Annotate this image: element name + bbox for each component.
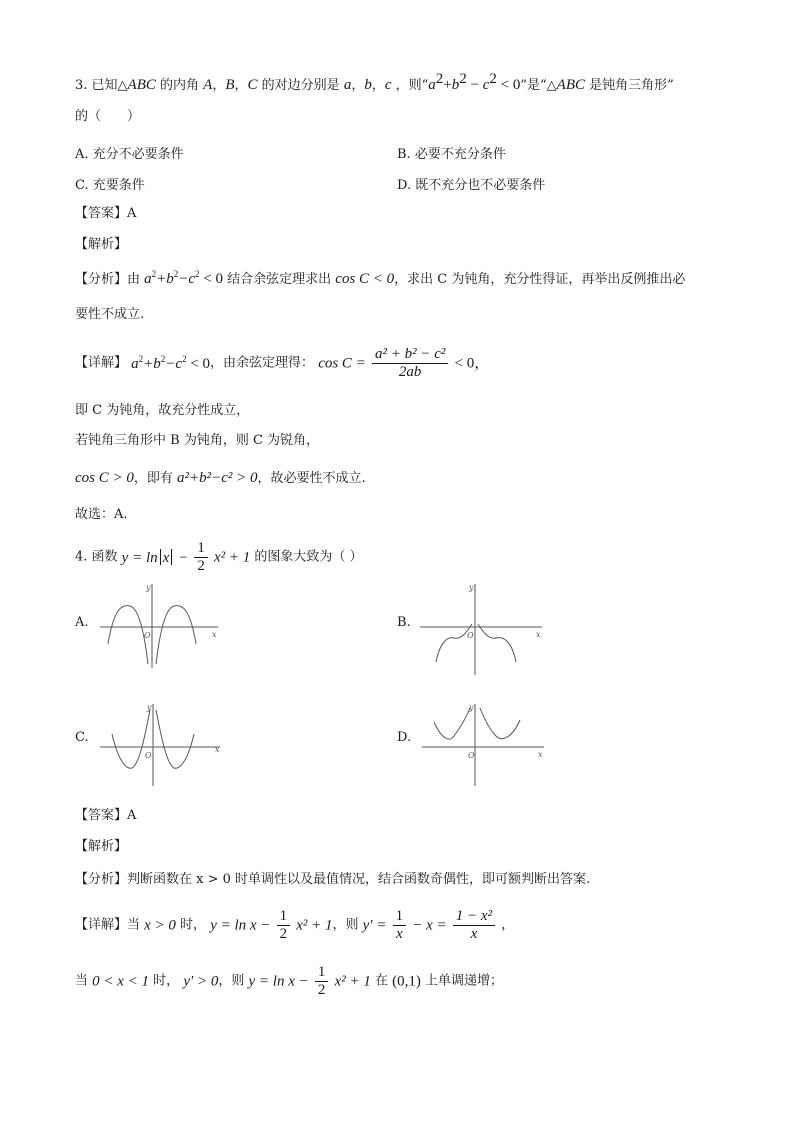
- q3-stem-part: −: [466, 77, 483, 93]
- q3-stem-part: ，则“: [391, 78, 429, 93]
- q3-stem-part: ，: [371, 78, 385, 93]
- q3-stem-part: b: [364, 77, 372, 93]
- q4-fenxi: 【分析】判断函数在 x > 0 时单调性以及最值情况，结合函数奇偶性，即可额判断出答案.: [75, 872, 591, 887]
- q3-option-c: C. 充要条件: [75, 178, 145, 193]
- q4-label-b: B.: [397, 615, 411, 630]
- graph-d-right-curve: [480, 708, 520, 739]
- q3-stem-part: 2: [489, 71, 497, 87]
- q3-option-b: B. 必要不充分条件: [397, 147, 506, 162]
- q3-obtuse: 即 C 为钝角，故充分性成立，: [75, 403, 250, 418]
- graph-d-x-label: x: [538, 750, 543, 759]
- q3-choose: 故选：A.: [75, 507, 128, 522]
- q4-stem: 4. 函数 y = ln x − $\frac{1}{2}$ x² + 1 的图象大致为（ ）: [75, 540, 363, 574]
- q3-stem-part: ，: [351, 78, 365, 93]
- q3-stem-line2: 的（ ）: [75, 109, 141, 124]
- q3-stem-part: ABC: [556, 77, 586, 93]
- graph-b-y-label: y: [469, 583, 474, 592]
- graph-b-origin: O: [467, 631, 474, 640]
- q4-label-d: D.: [397, 730, 412, 745]
- graph-b-x-label: x: [536, 630, 541, 639]
- graph-a-right-curve: [156, 606, 196, 664]
- graph-d-y-label: y: [469, 703, 474, 712]
- graph-c-x-label: x: [215, 745, 220, 754]
- q3-answer: 【答案】A: [75, 206, 137, 221]
- q3-cospos: cos C > 0，即有 a²+b²−c² > 0，故必要性不成立.: [75, 470, 366, 486]
- q3-stem-part: A: [203, 77, 213, 93]
- q3-stem-part: ，: [234, 78, 248, 93]
- q4-detail: 【详解】当 x > 0 时， y = ln x − $\frac{1}{2}$ x² + 1，则 y′ = $\frac{1}{x}$ − x = $\frac{\text{1 − x²}}{x}$ ，: [75, 908, 515, 942]
- q3-stem-part: 的内角: [155, 78, 204, 93]
- q3-stem-part: c: [482, 77, 490, 93]
- q3-stem-part: 3. 已知△: [75, 78, 128, 93]
- q4-last: 当 0 < x < 1 时， y′ > 0，则 y = ln x − $\frac{1}{2}$ x² + 1 在 (0,1) 上单调递增；: [75, 964, 503, 998]
- q3-counter: 若钝角三角形中 B 为钝角，则 C 为锐角，: [75, 433, 320, 448]
- q3-stem-part: 的对边分别是: [257, 78, 344, 93]
- q3-stem-part: C: [247, 77, 258, 93]
- graph-a-y-label: y: [146, 583, 151, 592]
- graph-a-left-curve: [108, 606, 148, 664]
- q3-stem-part: 是钝角三角形”: [585, 78, 674, 93]
- q3-stem-part: < 0: [496, 77, 521, 93]
- graph-a: [100, 580, 220, 670]
- q3-stem-part: 2: [435, 71, 444, 87]
- graph-c-right-curve: [156, 710, 194, 768]
- q4-answer: 【答案】A: [75, 808, 137, 823]
- graph-b: [420, 580, 545, 680]
- graph-c: [100, 700, 225, 790]
- q3-stem-line1: [75, 71, 674, 95]
- graph-d-left-curve: [434, 708, 470, 739]
- q3-stem-part: b: [451, 77, 460, 93]
- q3-option-a: A. 充分不必要条件: [75, 147, 184, 162]
- graph-a-x-label: x: [212, 630, 217, 639]
- q4-label-a: A.: [75, 615, 89, 630]
- q3-option-d: D. 既不充分也不必要条件: [397, 178, 546, 193]
- q4-analysis-heading: 【解析】: [75, 839, 128, 854]
- graph-d: [422, 700, 547, 790]
- q3-analysis-heading: 【解析】: [75, 237, 128, 252]
- graph-b-right-curve: [478, 624, 516, 662]
- q3-stem-part: a: [428, 77, 436, 93]
- q3-stem-part: a: [343, 77, 352, 93]
- q3-fenxi: 【分析】由 $a^2+b^2-c^2 < 0$ 结合余弦定理求出 cos C < 0，求出 C 为钝角，充分性得证，再举出反例推出必: [75, 269, 686, 287]
- graph-c-origin: O: [145, 751, 152, 760]
- q3-stem-part: ABC: [127, 77, 156, 93]
- q3-stem-part: ”是“△: [520, 78, 557, 93]
- q4-label-c: C.: [75, 730, 89, 745]
- q3-fenxi-line2: 要性不成立.: [75, 307, 145, 322]
- graph-c-y-label: y: [147, 703, 152, 712]
- q3-stem-part: B: [225, 77, 235, 93]
- q3-stem-part: c: [384, 77, 392, 93]
- graph-a-origin: O: [144, 631, 151, 640]
- q3-stem-part: ，: [212, 78, 226, 93]
- q3-detail: 【详解】 $a^2+b^2-c^2 < 0$，由余弦定理得： cos C = $\frac{\text{a² + b² − c²}}{2ab}$ < 0，: [75, 346, 490, 380]
- q3-stem-part: +: [443, 77, 452, 93]
- q3-stem-part: 2: [459, 71, 467, 87]
- graph-d-origin: O: [468, 751, 475, 760]
- graph-b-left-curve: [436, 624, 472, 662]
